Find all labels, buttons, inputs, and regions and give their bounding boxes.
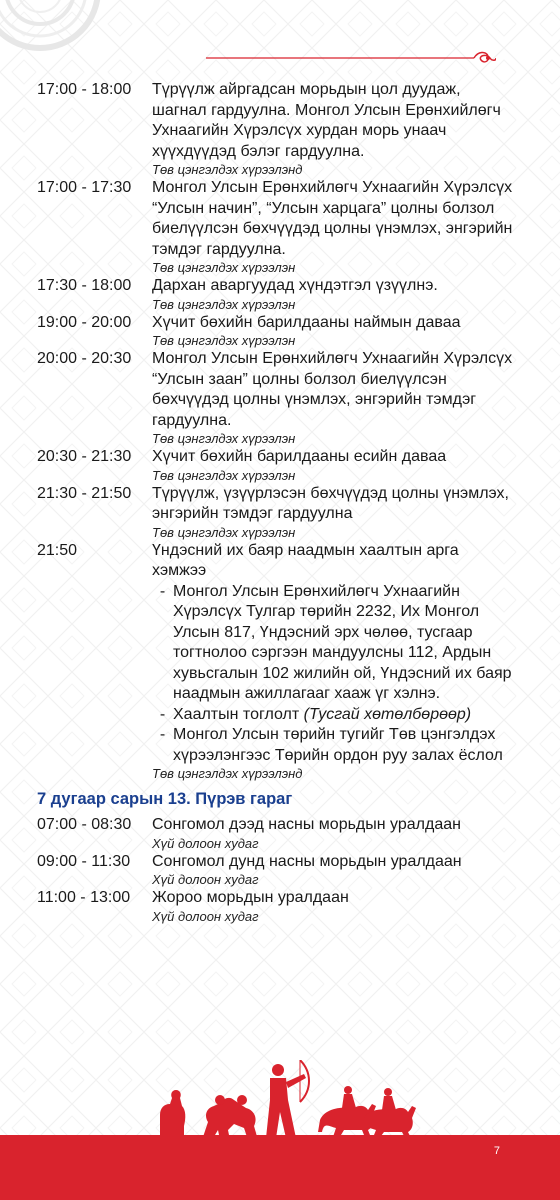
entry-description: Түрүүлж айргадсан морьдын цол дуудаж, шагнал гардуулна. Монгол Улсын Ерөнхийлөгч Ухнаагийн Хүрэлсүх хурдан морь унаач хүүхдүүдэд бэлэг гардуулна. xyxy=(152,81,501,160)
entry-location: Төв цэнгэлдэх хүрээлэн xyxy=(152,467,296,483)
schedule-entry xyxy=(37,276,517,313)
entry-location: Хүй долоон худаг xyxy=(152,872,259,887)
entry-time: 20:30 - 21:30 xyxy=(37,448,132,465)
footer-band xyxy=(0,1139,560,1200)
list-item xyxy=(152,582,517,705)
entry-location: Төв цэнгэлдэх хүрээлэнд xyxy=(152,162,303,177)
wrestlers-silhouette-icon xyxy=(202,1095,258,1140)
list-dash: - xyxy=(159,582,166,600)
schedule-entry xyxy=(37,80,517,178)
entry-time: 07:00 - 08:30 xyxy=(37,816,132,833)
entry-description: Хүчит бөхийн барилдааны есийн даваа xyxy=(152,448,447,465)
list-item-text: Монгол Улсын төрийн тугийг Төв цэнгэлдэх хүрээлэнгээс Төрийн ордон руу залах ёслол xyxy=(173,726,503,764)
entry-description: Үндэсний их баяр наадмын хаалтын арга хэмжээ xyxy=(152,541,459,579)
entry-location: Төв цэнгэлдэх хүрээлэн xyxy=(152,333,296,348)
entry-time: 17:00 - 18:00 xyxy=(37,81,132,98)
horse-riders-silhouette-icon xyxy=(318,1086,416,1140)
entry-description: Сонгомол дээд насны морьдын уралдаан xyxy=(152,816,461,833)
schedule-entry xyxy=(37,349,517,447)
entry-description: Жороо морьдын уралдаан xyxy=(152,889,349,906)
date-heading: 7 дугаар сарын 13. Пүрэв гараг xyxy=(37,790,293,808)
list-dash: - xyxy=(159,726,166,743)
entry-time: 21:50 xyxy=(37,541,78,559)
entry-location: Төв цэнгэлдэх хүрээлэн xyxy=(152,524,296,540)
entry-description: Монгол Улсын Ерөнхийлөгч Ухнаагийн Хүрэлсүх “Улсын заан” цолны болзол биелүүлсэн бөхчүүдэд цолны үнэмлэх, энгэрийн тэмдэг гардуулна. xyxy=(152,350,513,429)
entry-location: Төв цэнгэлдэх хүрээлэнд xyxy=(152,766,303,781)
list-item xyxy=(152,725,517,766)
list-item-text: Монгол Улсын Ерөнхийлөгч Ухнаагийн Хүрэлсүх Тулгар төрийн 2232, Их Монгол Улсын 817, Үндэсний эрх чөлөө, тусгаар тогтнолоо сэргээн мандуулсны 112, Ардын хувьсгалын 102 жилийн ой, Үндэсний их баяр наадмын ажиллагааг хааж үг хэлнэ. xyxy=(173,582,512,702)
archer-silhouette-icon xyxy=(266,1060,309,1138)
entry-time: 21:30 - 21:50 xyxy=(37,484,132,502)
schedule xyxy=(37,80,517,925)
list-item xyxy=(152,705,517,726)
entry-description: Хүчит бөхийн барилдааны наймын даваа xyxy=(152,313,461,331)
schedule-entry xyxy=(37,888,517,925)
entry-description: Монгол Улсын Ерөнхийлөгч Ухнаагийн Хүрэлсүх “Улсын начин”, “Улсын харцага” цолны болзол биелүүлсэн бөхчүүдэд цолны үнэмлэх, энгэрийн тэмдэг гардуулна. xyxy=(152,179,513,258)
schedule-entry xyxy=(37,313,517,350)
entry-time: 20:00 - 20:30 xyxy=(37,350,132,367)
schedule-entry xyxy=(37,484,517,541)
closing-sub-list xyxy=(152,582,517,767)
naadam-silhouettes xyxy=(150,1060,420,1142)
schedule-entry xyxy=(37,178,517,276)
list-item-text: Хаалтын тоглолт (Тусгай хөтөлбөрөөр) xyxy=(173,705,472,723)
entry-location: Хүй долоон худаг xyxy=(152,835,259,851)
entry-time: 11:00 - 13:00 xyxy=(37,889,131,906)
list-dash: - xyxy=(159,705,166,723)
entry-location: Төв цэнгэлдэх хүрээлэн xyxy=(152,431,296,446)
entry-location: Төв цэнгэлдэх хүрээлэн xyxy=(152,260,296,275)
seated-figure-icon xyxy=(160,1090,185,1140)
top-ornament-icon xyxy=(0,0,120,60)
entry-time: 17:30 - 18:00 xyxy=(37,277,132,294)
entry-time: 19:00 - 20:00 xyxy=(37,313,132,331)
page-number: 7 xyxy=(493,1145,500,1157)
entry-description: Түрүүлж, үзүүрлэсэн бөхчүүдэд цолны үнэмлэх, энгэрийн тэмдэг гардуулна xyxy=(152,484,509,522)
entry-time: 17:00 - 17:30 xyxy=(37,179,132,196)
schedule-entry xyxy=(37,815,517,852)
entry-description: Сонгомол дунд насны морьдын уралдаан xyxy=(152,852,462,870)
closing-ceremony-entry xyxy=(37,541,517,783)
entry-location: Төв цэнгэлдэх хүрээлэн xyxy=(152,296,296,312)
entry-description: Дархан аваргуудад хүндэтгэл үзүүлнэ. xyxy=(152,277,438,294)
schedule-entry xyxy=(37,447,517,484)
schedule-entry xyxy=(37,852,517,889)
entry-location: Хүй долоон худаг xyxy=(152,908,259,924)
entry-time: 09:00 - 11:30 xyxy=(37,852,131,870)
divider-knot-icon xyxy=(206,49,496,67)
